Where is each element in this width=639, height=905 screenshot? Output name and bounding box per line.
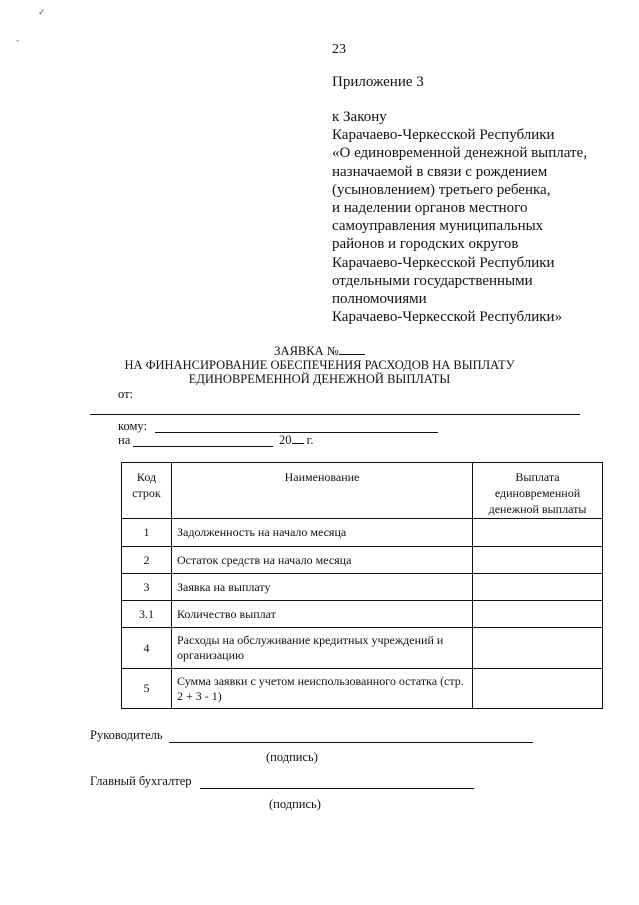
request-table [121,462,603,709]
row-name: Сумма заявки с учетом неиспользованного остатка (стр. 2 + 3 - 1) [172,669,473,709]
head-signature-note: (подпись) [266,750,318,764]
law-line: Карачаево-Черкесской Республики [332,254,555,271]
law-line: полномочиями [332,291,427,308]
row-payment [473,669,603,709]
law-line: районов и городских округов [332,236,519,253]
row-code: 5 [122,669,172,709]
law-line: Карачаево-Черкесской Республики [332,127,555,144]
row-name: Расходы на обслуживание кредитных учреждений и организацию [172,628,473,669]
table-row [122,547,603,574]
head-signature-line [169,742,533,743]
date-field-line [133,446,273,447]
from-field-line [90,414,580,415]
from-label: от: [118,387,134,401]
margin-tick-mark: - [16,36,20,46]
request-title-line: НА ФИНАНСИРОВАНИЕ ОБЕСПЕЧЕНИЯ РАСХОДОВ НА ВЫПЛАТУ [124,358,515,372]
row-name: Задолженность на начало месяца [172,519,473,547]
law-line: отдельными государственными [332,272,533,289]
accountant-signature-label: Главный бухгалтер [90,774,192,788]
row-payment [473,574,603,601]
table-header-row [122,463,603,519]
table-row [122,628,603,669]
row-payment [473,628,603,669]
header-code: Код строк [122,463,172,519]
law-line: «О единовременной денежной выплате, [332,145,587,162]
row-code: 2 [122,547,172,574]
row-name: Остаток средств на начало месяца [172,547,473,574]
head-signature-label: Руководитель [90,728,163,742]
page-number: 23 [332,42,346,57]
law-line: (усыновлением) третьего ребенка, [332,181,551,198]
row-code: 1 [122,519,172,547]
law-line: Карачаево-Черкесской Республики» [332,309,563,326]
row-code: 3 [122,574,172,601]
date-year [279,433,313,448]
table-row [122,601,603,628]
law-line: и наделении органов местного [332,200,528,217]
request-title [0,344,639,386]
law-reference [332,108,587,326]
table-row [122,519,603,547]
date-prefix: на [118,433,131,447]
table-row [122,669,603,709]
table-row [122,574,603,601]
row-code: 3.1 [122,601,172,628]
row-payment [473,519,603,547]
law-line: к Закону [332,109,387,125]
request-title-prefix: ЗАЯВКА № [274,344,339,358]
accountant-signature-note: (подпись) [269,797,321,811]
request-title-line: ЕДИНОВРЕМЕННОЙ ДЕНЕЖНОЙ ВЫПЛАТЫ [188,372,451,386]
request-number-blank [339,344,365,355]
to-label: кому: [118,419,147,433]
date-year-prefix: 20 [279,433,292,447]
appendix-title: Приложение 3 [332,74,424,90]
check-mark-icon: ✓ [38,8,46,18]
row-payment [473,547,603,574]
accountant-signature-line [200,788,474,789]
header-name: Наименование [172,463,473,519]
law-line: самоуправления муниципальных [332,218,544,235]
header-payment: Выплата единовременной денежной выплаты [473,463,603,519]
row-payment [473,601,603,628]
row-name: Заявка на выплату [172,574,473,601]
row-code: 4 [122,628,172,669]
law-line: назначаемой в связи с рождением [332,163,548,180]
date-year-blank [292,434,304,444]
date-year-suffix: г. [306,433,314,447]
row-name: Количество выплат [172,601,473,628]
